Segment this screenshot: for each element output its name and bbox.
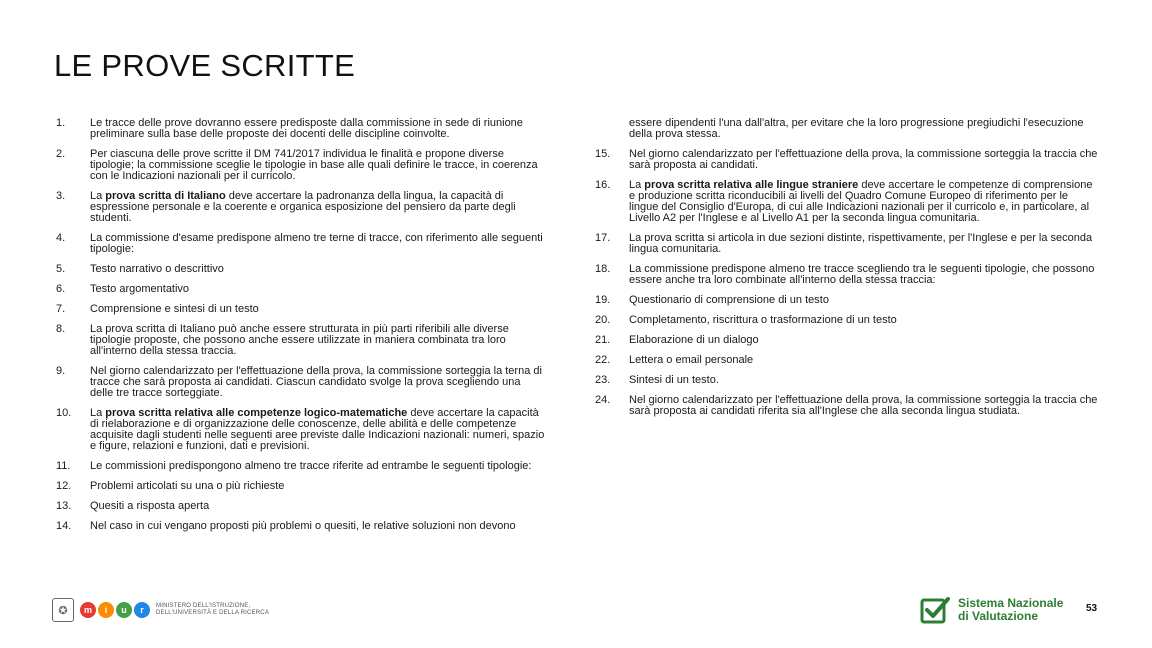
item-text (629, 180, 1100, 224)
item-text (629, 315, 1100, 326)
item-number: 6. (56, 283, 66, 295)
list-item (595, 355, 1100, 366)
item-number: 1. (56, 117, 66, 129)
item-number: 19. (595, 294, 611, 306)
item-text (90, 264, 546, 275)
left-column (56, 118, 546, 541)
text-span: Nel giorno calendarizzato per l'effettuazione della prova, la commissione sorteggia la traccia che sarà proposta ai candidati riferita sia all'Inglese che alla seconda lingua studiata. (629, 394, 1098, 417)
list-item (595, 264, 1100, 286)
list-item (56, 366, 546, 399)
text-span: Elaborazione di un dialogo (629, 334, 759, 346)
list-item (595, 180, 1100, 224)
item-number: 10. (56, 407, 72, 419)
item-text (90, 149, 546, 182)
text-span: deve accertare la padronanza della lingua, la capacità di espressione personale e la coerente e organica esposizione del pensiero da parte degli studenti. (90, 190, 516, 224)
miur-letter: i (98, 602, 114, 618)
bold-text: prova scritta di Italiano (105, 190, 226, 202)
list-item (56, 149, 546, 182)
list-item (56, 501, 546, 512)
text-span: Quesiti a risposta aperta (90, 500, 210, 512)
item-text (629, 335, 1100, 346)
text-span: Sintesi di un testo. (629, 374, 719, 386)
item-number: 21. (595, 334, 611, 346)
text-span: La prova scritta di Italiano può anche essere strutturata in più parti riferibili alle diverse tipologie proposte, che possono anche essere utilizzate in maniera combinata tra loro all'interno della stessa traccia. (90, 323, 509, 357)
list-item (56, 324, 546, 357)
item-number: 20. (595, 314, 611, 326)
item-number: 9. (56, 365, 66, 377)
list-item (56, 521, 546, 532)
text-span: deve accertare le competenze di comprensione e produzione scritta riconducibili ai livelli del Quadro Comune Europeo di riferimento per le lingue del Consiglio d'Europa, di cui alle Indicazioni nazionali per il curricolo e, in particolare, al Livello A2 per l'Inglese e al Livello A1 per la seconda lingua comunitaria. (629, 179, 1093, 224)
item-number: 5. (56, 263, 66, 275)
item-text (90, 521, 546, 532)
snv-line-1: Sistema Nazionale (958, 596, 1064, 610)
text-span: Le tracce delle prove dovranno essere predisposte dalla commissione in sede di riunione preliminare sulla base delle proposte dei docenti delle discipline coinvolte. (90, 117, 523, 140)
text-span: La (90, 190, 106, 202)
ministry-line-1: MINISTERO DELL'ISTRUZIONE, (156, 603, 251, 609)
list-item (595, 295, 1100, 306)
item-number: 3. (56, 190, 66, 202)
snv-logo (920, 596, 1063, 624)
item-text (629, 264, 1100, 286)
snv-line-2: di Valutazione (958, 609, 1039, 623)
item-text (90, 118, 546, 140)
list-item (56, 118, 546, 140)
text-span: Comprensione e sintesi di un testo (90, 303, 259, 315)
text-span: Problemi articolati su una o più richieste (90, 480, 285, 492)
text-span: Testo argomentativo (90, 283, 190, 295)
item-text (629, 355, 1100, 366)
item-text (90, 191, 546, 224)
text-span: Per ciascuna delle prove scritte il DM 741/2017 individua le finalità e propone diverse tipologie; la commissione sceglie le tipologie in base alle quali definire le tracce, in coerenza con le Indicazioni nazionali per il curricolo. (90, 148, 538, 182)
item-number: 18. (595, 263, 611, 275)
ministry-line-2: DELL'UNIVERSITÀ E DELLA RICERCA (156, 610, 270, 616)
text-span: La commissione d'esame predispone almeno tre terne di tracce, con riferimento alle seguenti tipologie: (90, 232, 543, 255)
list-item (595, 149, 1100, 171)
list-item (595, 395, 1100, 417)
item-number: 16. (595, 179, 611, 191)
text-span: deve accertare la capacità di rielaborazione e di organizzazione delle conoscenze, delle abilità e delle competenze acquisite dagli studenti nelle seguenti aree previste dalle Indicazioni nazionali: numeri, spazio e figure, relazioni e funzioni, dati e previsioni. (90, 407, 545, 452)
item-text (90, 366, 546, 399)
item-text (90, 233, 546, 255)
item-text (90, 284, 546, 295)
item-text (629, 118, 1100, 140)
page-number: 53 (1086, 603, 1098, 614)
list-item (56, 461, 546, 472)
miur-letter: u (116, 602, 132, 618)
text-span: Nel giorno calendarizzato per l'effettuazione della prova, la commissione sorteggia la traccia che sarà proposta ai candidati. (629, 148, 1098, 171)
item-text (90, 408, 546, 452)
item-number: 8. (56, 323, 66, 335)
item-number: 15. (595, 148, 611, 160)
list-item (56, 191, 546, 224)
item-text (90, 501, 546, 512)
text-span: La prova scritta si articola in due sezioni distinte, rispettivamente, per l'Inglese e per la seconda lingua comunitaria. (629, 232, 1093, 255)
italian-republic-emblem-icon: ✪ (52, 598, 74, 622)
item-text (90, 324, 546, 357)
right-column (595, 118, 1100, 426)
item-number: 17. (595, 232, 611, 244)
item-number: 22. (595, 354, 611, 366)
item-text (629, 149, 1100, 171)
list-item (595, 375, 1100, 386)
item-number: 2. (56, 148, 66, 160)
checkbox-check-icon (920, 596, 950, 624)
text-span: La commissione predispone almeno tre tracce scegliendo tra le seguenti tipologie, che possono essere anche tra loro combinate all'interno della stessa traccia: (629, 263, 1095, 286)
miur-logo (52, 598, 269, 622)
item-number: 23. (595, 374, 611, 386)
item-text (90, 304, 546, 315)
bold-text: prova scritta relativa alle competenze logico-matematiche (105, 407, 408, 419)
text-span: Nel caso in cui vengano proposti più problemi o quesiti, le relative soluzioni non devono (90, 520, 516, 532)
list-item (56, 408, 546, 452)
item-text (629, 233, 1100, 255)
ministry-name (156, 603, 269, 617)
list-item (595, 315, 1100, 326)
item-number: 13. (56, 500, 72, 512)
text-span: Testo narrativo o descrittivo (90, 263, 224, 275)
item-number: 11. (56, 460, 71, 472)
text-span: Nel giorno calendarizzato per l'effettuazione della prova, la commissione sorteggia la terna di tracce che sarà proposta ai candidati. Ciascun candidato svolge la prova scegliendo una delle tre tracce sorteggiate. (90, 365, 542, 399)
item-text (629, 395, 1100, 417)
text-span: La (90, 407, 106, 419)
item-number: 7. (56, 303, 66, 315)
item-number: 4. (56, 232, 66, 244)
list-item (56, 264, 546, 275)
text-span: Questionario di comprensione di un testo (629, 294, 829, 306)
text-span: essere dipendenti l'una dall'altra, per evitare che la loro progressione pregiudichi l'esecuzione della prova stessa. (629, 117, 1084, 140)
list-item (595, 118, 1100, 140)
list-item (56, 233, 546, 255)
list-item (56, 284, 546, 295)
snv-name (958, 597, 1063, 623)
item-number: 24. (595, 394, 611, 406)
text-span: Lettera o email personale (629, 354, 754, 366)
item-number: 14. (56, 520, 72, 532)
item-text (629, 295, 1100, 306)
text-span: La (629, 179, 645, 191)
text-span: Completamento, riscrittura o trasformazione di un testo (629, 314, 897, 326)
list-item (56, 481, 546, 492)
list-item (595, 233, 1100, 255)
item-text (629, 375, 1100, 386)
page-title: LE PROVE SCRITTE (54, 48, 356, 83)
bold-text: prova scritta relativa alle lingue straniere (644, 179, 859, 191)
miur-letter: r (134, 602, 150, 618)
text-span: Le commissioni predispongono almeno tre tracce riferite ad entrambe le seguenti tipologie: (90, 460, 532, 472)
miur-letters (80, 602, 150, 618)
item-text (90, 461, 546, 472)
item-number: 12. (56, 480, 72, 492)
list-item (595, 335, 1100, 346)
miur-letter: m (80, 602, 96, 618)
item-text (90, 481, 546, 492)
list-item (56, 304, 546, 315)
